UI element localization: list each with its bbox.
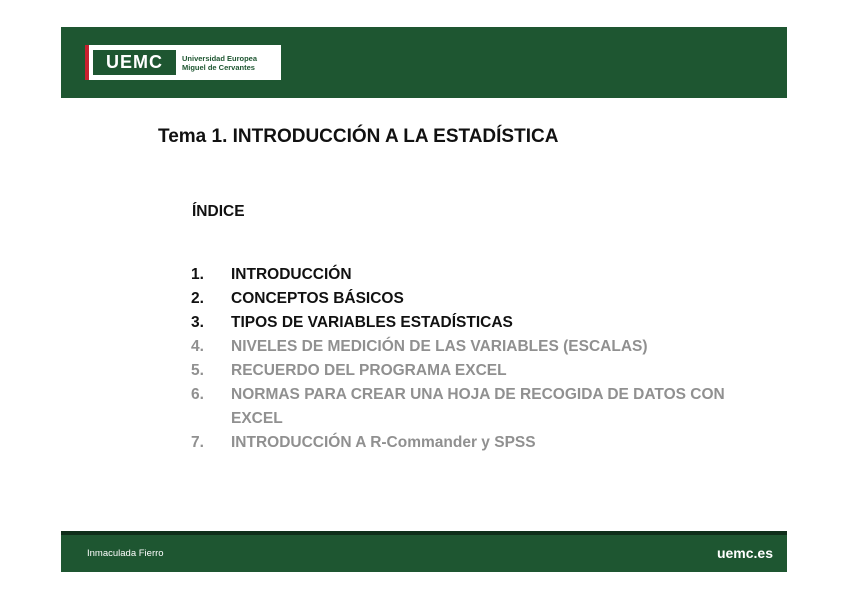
toc-item-1	[191, 263, 731, 287]
logo-stripe	[85, 45, 89, 80]
toc-item-4	[191, 335, 731, 359]
toc-text: RECUERDO DEL PROGRAMA EXCEL	[231, 362, 507, 379]
toc-item-6	[191, 383, 731, 431]
toc-number: 7.	[191, 434, 204, 451]
logo-line-1: Universidad Europea	[182, 53, 258, 63]
table-of-contents	[191, 263, 731, 455]
toc-text: INTRODUCCIÓN A R-Commander y SPSS	[231, 434, 536, 451]
toc-text: NIVELES DE MEDICIÓN DE LAS VARIABLES (ESCALAS)	[231, 338, 648, 355]
logo-line-2: Miguel de Cervantes	[182, 62, 255, 72]
slide-title: Tema 1. INTRODUCCIÓN A LA ESTADÍSTICA	[158, 126, 559, 147]
toc-item-3	[191, 311, 731, 335]
index-heading: ÍNDICE	[192, 203, 245, 220]
toc-number: 6.	[191, 386, 204, 403]
toc-number: 3.	[191, 314, 204, 331]
logo-mark: UEMC	[93, 50, 176, 75]
toc-number: 1.	[191, 266, 204, 283]
footer-author: Inmaculada Fierro	[87, 548, 164, 559]
footer-site: uemc.es	[716, 545, 773, 561]
toc-number: 5.	[191, 362, 204, 379]
toc-text: TIPOS DE VARIABLES ESTADÍSTICAS	[231, 314, 513, 331]
toc-text: INTRODUCCIÓN	[231, 266, 352, 283]
toc-item-5	[191, 359, 731, 383]
logo-text	[182, 54, 257, 72]
header-bar	[61, 27, 787, 98]
uemc-logo	[85, 45, 281, 80]
toc-number: 2.	[191, 290, 204, 307]
toc-text: NORMAS PARA CREAR UNA HOJA DE RECOGIDA DE DATOS CON EXCEL	[231, 386, 725, 427]
toc-item-7	[191, 431, 731, 455]
toc-number: 4.	[191, 338, 204, 355]
toc-text: CONCEPTOS BÁSICOS	[231, 290, 404, 307]
toc-item-2	[191, 287, 731, 311]
footer-bar	[61, 531, 787, 572]
